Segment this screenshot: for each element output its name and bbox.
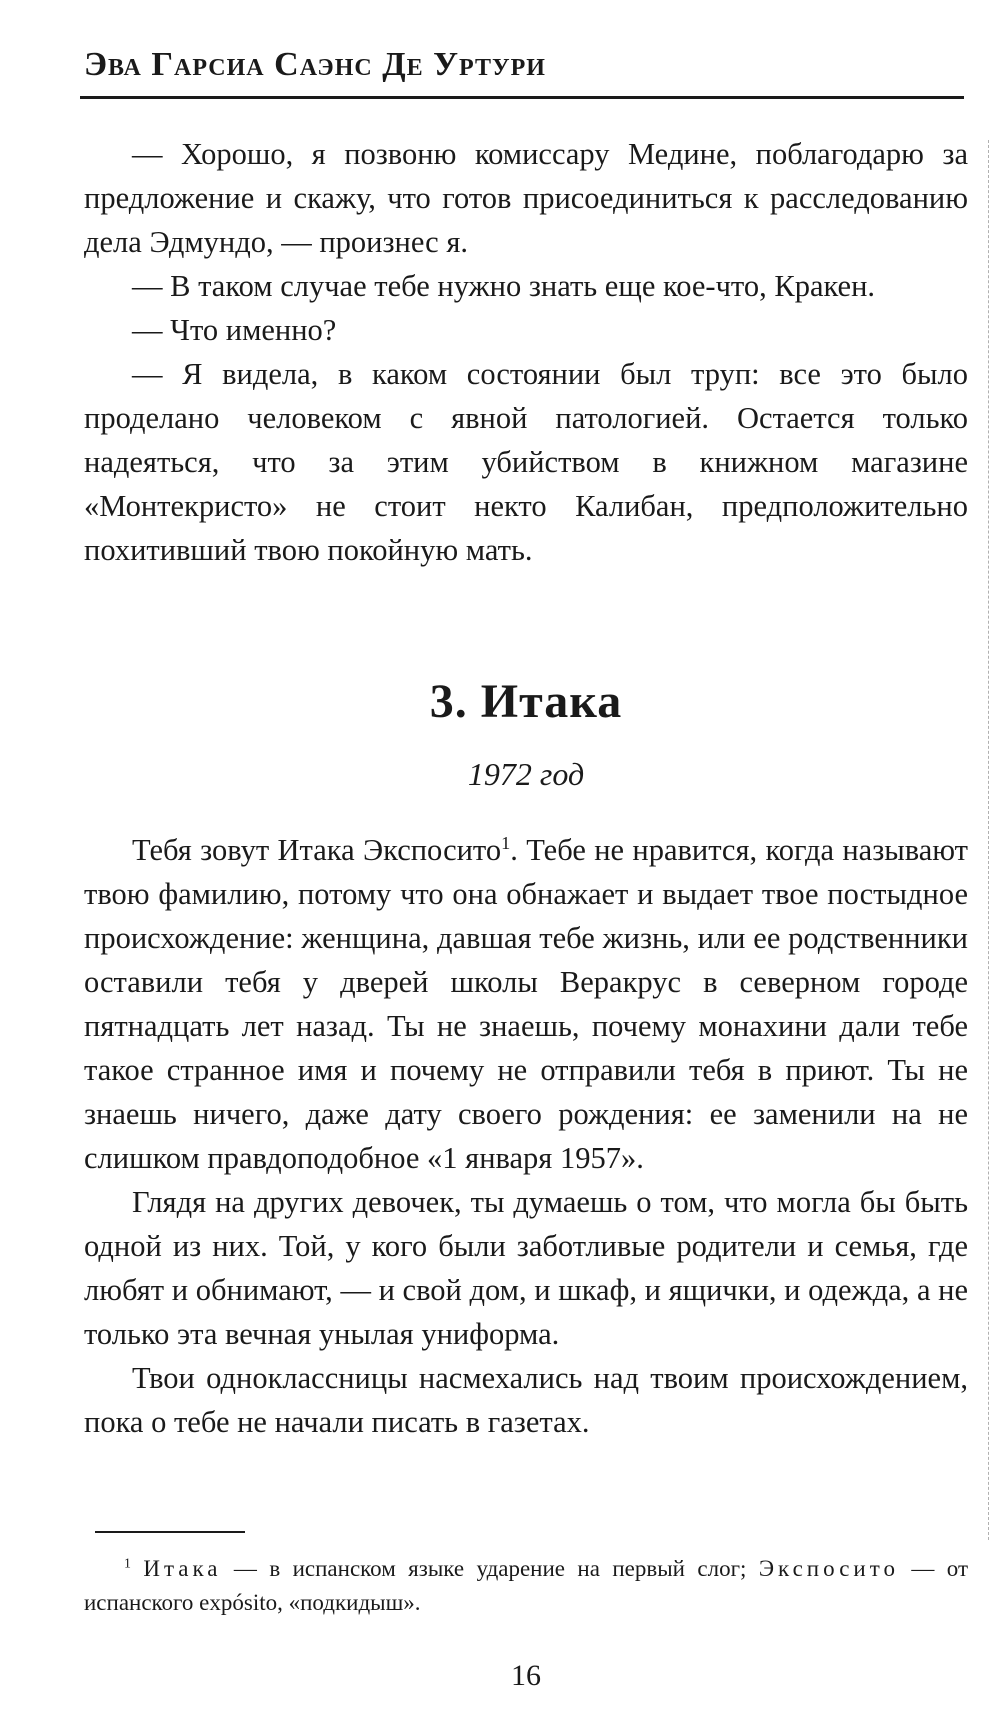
chapter-text bbox=[84, 828, 968, 1444]
paragraph-text: Тебя зовут Итака Экспосито bbox=[132, 833, 502, 867]
footnote-gloss: — от испанского expósito, «подкидыш». bbox=[84, 1556, 969, 1615]
paragraph: Твои одноклассницы насмехались над твоим происхождением, пока о тебе не начали писать в газетах. bbox=[84, 1361, 968, 1439]
footnote-mark: 1 bbox=[124, 1555, 131, 1571]
intro-text bbox=[84, 132, 968, 572]
chapter-year: 1972 год bbox=[467, 756, 585, 792]
paragraph: — Что именно? bbox=[132, 313, 337, 347]
paragraph: — Я видела, в каком состоянии был труп: все это было проделано человеком с явной патологией. Остается только надеяться, что за этим убийством в книжном магазине «Монтекристо» не стоит некто Калибан, предположительно похитивший твою покойную мать. bbox=[84, 357, 968, 567]
footnote-reference[interactable]: 1 bbox=[501, 832, 511, 853]
footnote-rule bbox=[95, 1531, 245, 1533]
chapter-title: 3. Итака bbox=[429, 675, 623, 728]
footnote-gloss: — в испанском языке ударение на первый слог; bbox=[221, 1556, 759, 1581]
footnote-text bbox=[84, 1552, 968, 1620]
scan-edge bbox=[988, 140, 990, 1540]
paragraph: — Хорошо, я позвоню комиссару Медине, поблагодарю за предложение и скажу, что готов присоединиться к расследованию дела Эдмундо, — произнес я. bbox=[84, 137, 968, 259]
footnote-term: Экспосито bbox=[758, 1556, 899, 1581]
paragraph: — В таком случае тебе нужно знать еще кое-что, Кракен. bbox=[132, 269, 876, 303]
footnote-term: Итака bbox=[143, 1556, 222, 1581]
paragraph-text: . Тебе не нравится, когда называют твою фамилию, потому что она обнажает и выдает твое постыдное происхождение: женщина, давшая тебе жизнь, или ее родственники оставили тебя у дверей школы Веракрус в северном городе пятнадцать лет назад. Ты не знаешь, почему монахини дали тебе такое странное имя и почему не отправили тебя в приют. Ты не знаешь ничего, даже дату своего рождения: ее заменили на не слишком правдоподобное «1 января 1957». bbox=[84, 833, 968, 1175]
running-head: Эва Гарсиа Саэнс Де Уртури bbox=[84, 46, 546, 83]
paragraph: Глядя на других девочек, ты думаешь о том, что могла бы быть одной из них. Той, у кого были заботливые родители и семья, где любят и обнимают, — и свой дом, и шкаф, и ящички, и одежда, а не только эта вечная унылая униформа. bbox=[84, 1185, 968, 1351]
header-rule bbox=[80, 96, 964, 99]
footnote bbox=[84, 1552, 968, 1620]
paragraph bbox=[84, 828, 968, 1180]
page-number: 16 bbox=[511, 1659, 541, 1692]
